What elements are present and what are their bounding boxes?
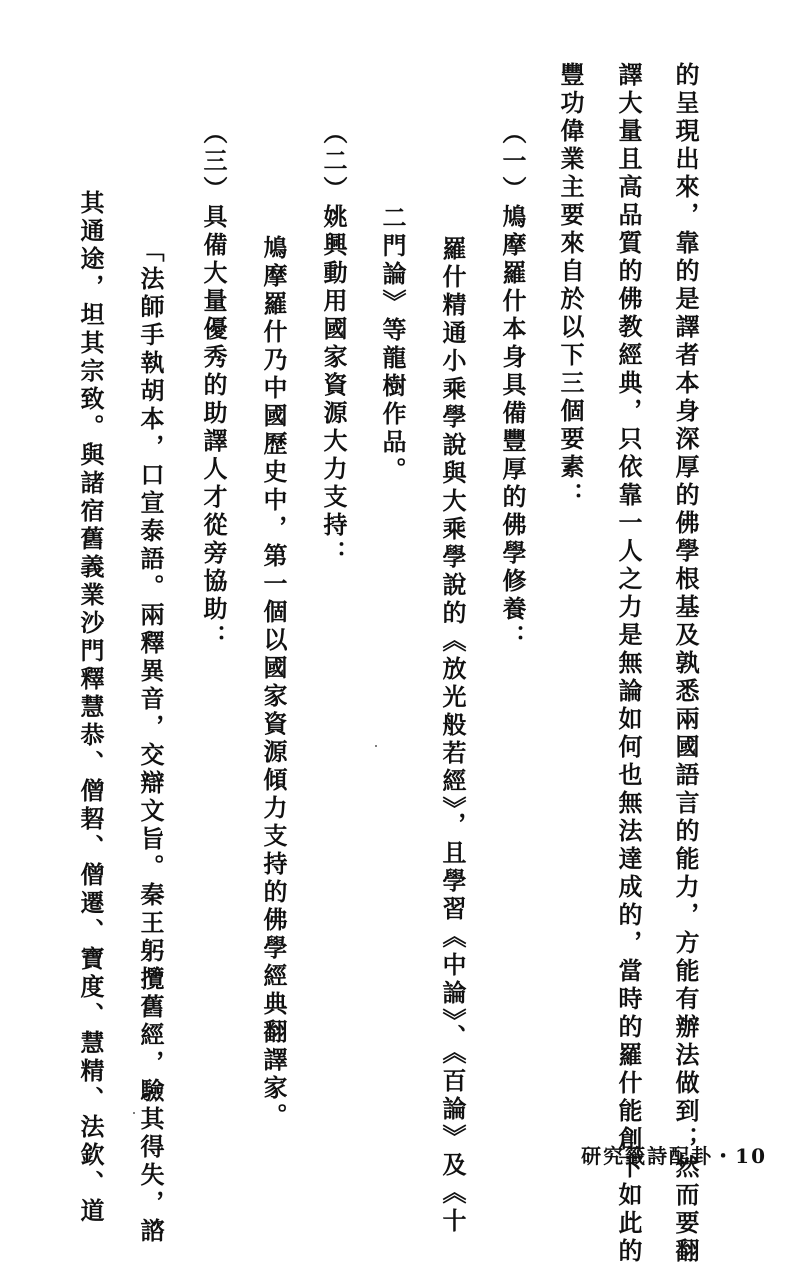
section-heading-3: （三）具備大量優秀的助譯人才從旁協助： [199, 120, 228, 652]
text-column-2: 譯大量且高品質的佛教經典，只依靠一人之力是無論如何也無法達成的，當時的羅什能創下如此的 [614, 62, 643, 1266]
text-column-8: 鳩摩羅什乃中國歷史中，第一個以國家資源傾力支持的佛學經典翻譯家。 [259, 235, 288, 1131]
section-heading-2: （二）姚興動用國家資源大力支持： [319, 120, 348, 568]
text-column-5: 羅什精通小乘學說與大乘學說的《放光般若經》，且學習《中論》、《百論》及《十 [438, 236, 467, 1236]
text-column-3: 豐功偉業主要來自於以下三個要素： [556, 62, 585, 510]
text-column-1: 的呈現出來，靠的是譯者本身深厚的佛學根基及孰悉兩國語言的能力，方能有辦法做到；然而要翻 [671, 62, 700, 1266]
section-heading-1: （一）鳩摩羅什本身具備豐厚的佛學修養： [498, 120, 527, 652]
text-column-6: 二門論》等龍樹作品。 [378, 205, 407, 485]
scan-speck [133, 1112, 135, 1114]
quote-column-1: 「法師手執胡本，口宣泰語。兩釋異音，交辯文旨。秦王躬攬舊經，驗其得失，諮 [136, 238, 165, 1246]
quote-column-2: 其通途，坦其宗致。與諸宿舊義業沙門釋慧恭、僧䂮、僧遷、寶度、慧精、法欽、道 [76, 190, 105, 1226]
page-footer: 研究籤詩配卦・10 [581, 1144, 767, 1168]
scan-speck [375, 745, 377, 747]
